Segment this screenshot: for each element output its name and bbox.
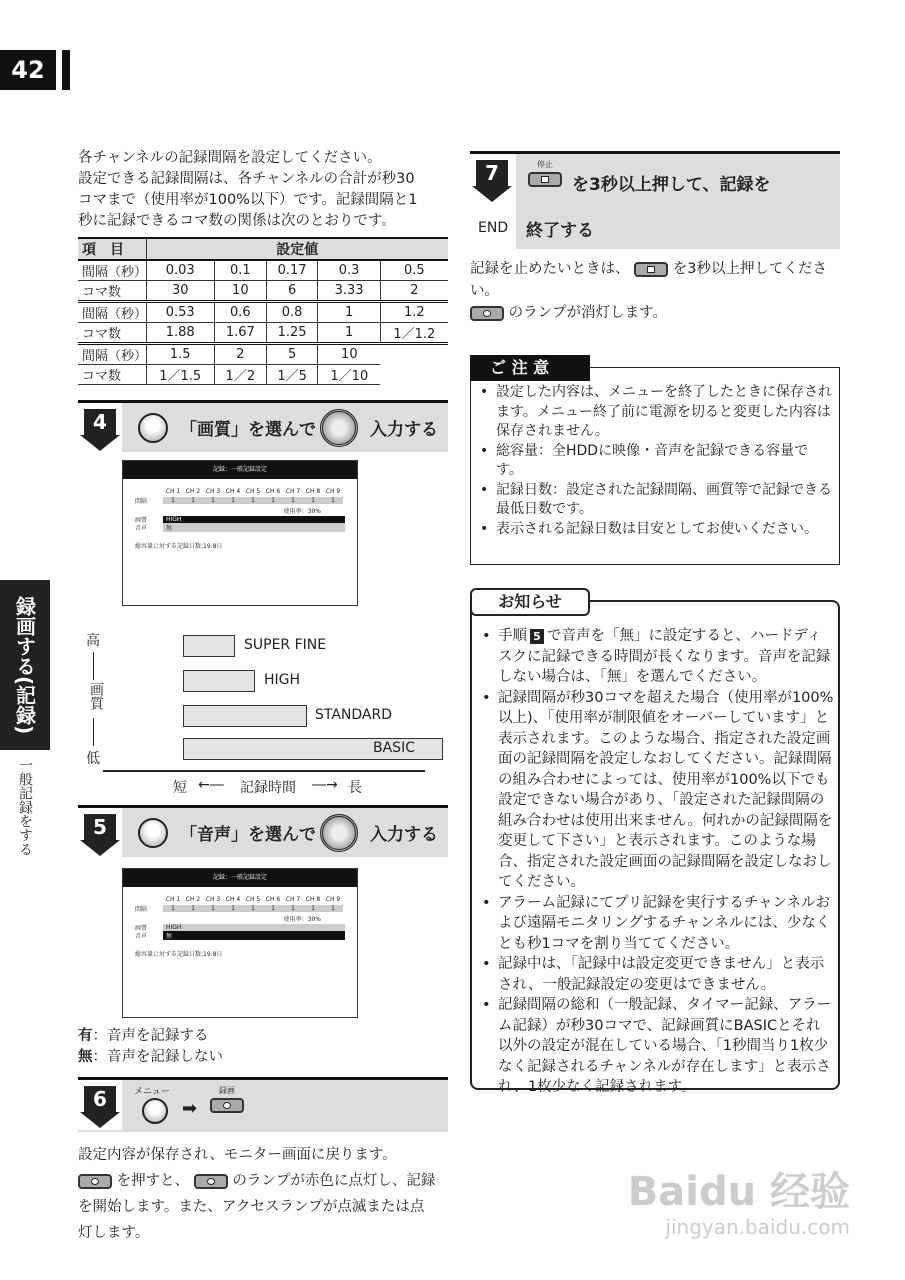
caution-item: • 表示される記録日数は目安としてお使いください。 [474, 520, 834, 540]
notice-item: • 手順 5 で音声を「無」に設定すると、ハードディスクに記録できる時間が長くなります。音声を記録しない場合は、「無」を選んでください。 [476, 626, 834, 688]
level-label: SUPER FINE [244, 637, 327, 653]
bar-super-fine [183, 635, 235, 657]
table-cell: 1 [318, 323, 380, 344]
caution-item: • 記録日数：設定された記録間隔、画質等で記録できる最低日数です。 [474, 481, 834, 520]
header-value: 設定値 [146, 238, 448, 260]
step-7 [470, 151, 840, 249]
axis-time-label: 記録時間 [240, 780, 296, 796]
intro-text [78, 148, 450, 232]
table-cell: 1.5 [146, 344, 214, 365]
rec-button-icon [210, 1098, 244, 1113]
page-number: 42 [0, 50, 56, 90]
notice-box [470, 588, 840, 1095]
usage-rate: 使用率：30% [283, 508, 321, 515]
option-key: 無 [78, 1049, 93, 1065]
notice-title: お知らせ [470, 588, 590, 616]
enter-dial-icon [320, 409, 358, 447]
step-instruction: 「画質」を選んで [180, 420, 316, 440]
notice-item: • 記録間隔が秒30コマを超えた場合（使用率が100%以上)、「使用率が制限値をオーバーしています」と表示されます。このような場合、指定された設定画面の記録間隔を設定しなおしてください。記録間隔の組み合わせによっては、使用率が100%以下でも設定できない場合があり、「設定された記録間隔の組み合わせは使用出来ません。何れかの記録間隔を変更して下さい」と表示されます。このような場合、指定された設定画面の記録間隔を設定しなおしてください。 [476, 688, 834, 893]
level-label: HIGH [264, 672, 301, 688]
channel-headers: CH 1 CH 2 CH 3 CH 4 CH 5 CH 6 CH 7 CH 8 CH 9 [165, 488, 341, 495]
rec-label: 録画 [219, 1086, 235, 1095]
table-cell: 0.8 [266, 302, 318, 323]
table-cell: 0.1 [214, 260, 266, 281]
menu-button-icon [142, 1098, 168, 1124]
caution-list [474, 383, 834, 539]
table-cell: 0.3 [318, 260, 380, 281]
intro-line: 秒に記録できるコマ数の関係は次のとおりです。 [78, 213, 396, 229]
table-cell: 1.2 [380, 302, 448, 323]
audio-label: 音声 [135, 525, 148, 532]
axis-quality-label: 画質 [88, 682, 104, 710]
table-row [78, 302, 448, 323]
table-cell: 6 [266, 281, 318, 302]
enter-dial-icon [320, 814, 358, 852]
table-cell: 0.6 [214, 302, 266, 323]
table-cell: 1／1.2 [380, 323, 448, 344]
step-6 [78, 1077, 448, 1132]
table-row [78, 323, 448, 344]
step-instruction: を3秒以上押して、記録を [572, 175, 771, 195]
intro-line: 設定できる記録間隔は、各チャンネルの合計が秒30 [78, 171, 415, 187]
header-item: 項 目 [78, 238, 146, 260]
interval-table [78, 237, 448, 385]
option-desc: ：音声を記録する [92, 1028, 209, 1044]
jog-dial-icon [138, 413, 168, 443]
step7-text: 記録を止めたいときは、 を3秒以上押してくださ い。 のランプが消灯します。 [470, 261, 827, 321]
table-cell: 1／10 [318, 365, 380, 385]
settings-screen-audio: 記録：一般記録設定 CH 1 CH 2 CH 3 CH 4 CH 5 CH 6 CH 7 CH 8 CH 9 間隔 1 1 1 1 1 1 1 1 1 使用率：30% 画質 HIGH 音声 無 総容量に対する記録日数:19.8日 [122, 868, 358, 1018]
watermark-url: jingyan.baidu.com [665, 1215, 850, 1239]
table-cell: 2 [380, 281, 448, 302]
down-arrow-icon [472, 186, 512, 202]
notice-item: • 記録中は、「記録中は設定変更できません」と表示され、一般記録設定の変更はできません。 [476, 954, 834, 995]
step6-text: 設定内容が保存され、モニター画面に戻ります。 を押すと、 のランプが赤色に点灯し、記録 を開始します。また、アクセスランプが点滅または点 灯します。 [78, 1147, 436, 1241]
row-label: 間隔（秒） [78, 260, 146, 281]
stop-label: 停止 [537, 160, 553, 169]
table-cell: 3.33 [318, 281, 380, 302]
table-cell: 1／5 [266, 365, 318, 385]
table-cell: 1.88 [146, 323, 214, 344]
row-label: コマ数 [78, 281, 146, 302]
step-ref-icon: 5 [530, 629, 544, 644]
rec-button-icon [470, 306, 504, 321]
step-5 [78, 805, 448, 857]
option-desc: ：音声を記録しない [92, 1049, 223, 1065]
row-label: コマ数 [78, 365, 146, 385]
level-label: BASIC [373, 740, 415, 756]
audio-options [78, 1026, 223, 1068]
table-cell: 10 [214, 281, 266, 302]
step-instruction: 「音声」を選んで [180, 825, 316, 845]
axis-arrow-down [93, 718, 94, 746]
caution-box [470, 355, 840, 565]
table-cell [380, 344, 448, 365]
option-key: 有 [78, 1028, 93, 1044]
notice-list [476, 626, 834, 1098]
axis-long: 長 [348, 780, 362, 796]
level-label: STANDARD [315, 707, 393, 723]
recording-days: 総容量に対する記録日数:19.8日 [135, 543, 223, 550]
axis-short: 短 [173, 780, 187, 796]
table-cell: 0.03 [146, 260, 214, 281]
bar-high [183, 670, 255, 692]
chapter-tab: 録画する(記録) [0, 580, 50, 750]
section-tab: 一般記録をする [17, 758, 33, 856]
quality-value: HIGH [163, 516, 345, 523]
audio-value: 無 [163, 523, 345, 532]
stop-button-icon [528, 172, 562, 187]
table-cell: 1 [318, 302, 380, 323]
end-label: END [478, 220, 509, 236]
down-arrow-icon [80, 1112, 120, 1128]
rec-button-icon [194, 1174, 228, 1189]
caution-title: ご 注 意 [470, 355, 590, 381]
axis-high: 高 [86, 633, 100, 649]
page-number-bar [62, 50, 70, 90]
table-cell: 0.53 [146, 302, 214, 323]
interval-label: 間隔 [135, 498, 148, 505]
arrow-right-icon: ➡ [182, 1098, 198, 1119]
bar-standard [183, 705, 307, 727]
step-instruction-end: 入力する [370, 825, 438, 845]
table-cell: 1.67 [214, 323, 266, 344]
axis-arrow-up [93, 652, 94, 680]
table-row [78, 365, 448, 385]
stop-button-icon [634, 262, 668, 277]
menu-label: メニュー [134, 1087, 171, 1097]
intro-line: コマまで（使用率が100%以下）です。記録間隔と1 [78, 192, 418, 208]
step-instruction-end: 入力する [370, 420, 438, 440]
step-number: 7 [476, 160, 508, 186]
x-axis-line [103, 770, 425, 772]
rec-button-icon [78, 1174, 112, 1189]
notice-item: • 記録間隔の総和（一般記録、タイマー記録、アラーム記録）が秒30コマで、記録画質にBASICとそれ以外の設定が混在している場合、「1秒間当り1枚少なく記録されるチャンネルが存在します」と表示され、1枚少なく記録されます。 [476, 995, 834, 1098]
quality-time-diagram: 高 画質 低 SUPER FINE HIGH STANDARD BASIC 短 ←― 記録時間 ―→ 長 [78, 620, 428, 795]
table-cell: 1／2 [214, 365, 266, 385]
step-number: 4 [84, 409, 116, 435]
table-cell: 5 [266, 344, 318, 365]
step-ref-label: 手順 [498, 628, 527, 644]
step-number: 6 [84, 1086, 116, 1112]
table-row [78, 344, 448, 365]
table-cell: 1.25 [266, 323, 318, 344]
step-number: 5 [84, 814, 116, 840]
down-arrow-icon [80, 840, 120, 856]
down-arrow-icon [80, 435, 120, 451]
row-label: 間隔（秒） [78, 344, 146, 365]
row-label: コマ数 [78, 323, 146, 344]
table-cell: 2 [214, 344, 266, 365]
step-instruction: 終了する [526, 221, 594, 241]
step-4 [78, 400, 448, 452]
watermark-logo: Baidu 经验 [627, 1169, 850, 1215]
axis-low: 低 [86, 751, 100, 767]
table-cell: 10 [318, 344, 380, 365]
quality-label: 画質 [135, 517, 148, 524]
table-cell: 0.5 [380, 260, 448, 281]
table-row [78, 281, 448, 302]
screen-title: 記録：一般記録設定 [123, 869, 357, 887]
settings-screen-quality: 記録：一般記録設定 CH 1 CH 2 CH 3 CH 4 CH 5 CH 6 CH 7 CH 8 CH 9 間隔 1 1 1 1 1 1 1 1 1 使用率：30% 画質 HIGH 音声 無 総容量に対する記録日数:19.8日 [122, 460, 358, 606]
table-cell: 1／1.5 [146, 365, 214, 385]
jog-dial-icon [138, 818, 168, 848]
table-row [78, 260, 448, 281]
table-cell [380, 365, 448, 385]
caution-item: • 設定した内容は、メニューを終了したときに保存されます。メニュー終了前に電源を切ると変更した内容は保存されません。 [474, 383, 834, 442]
caution-item: • 総容量：全HDDに映像・音声を記録できる容量です。 [474, 442, 834, 481]
intro-line: 各チャンネルの記録間隔を設定してください。 [78, 150, 382, 166]
notice-item: • アラーム記録にてプリ記録を実行するチャンネルおよび遠隔モニタリングするチャンネルには、少なくとも秒1コマを割り当ててください。 [476, 893, 834, 955]
screen-title: 記録：一般記録設定 [123, 461, 357, 479]
table-cell: 30 [146, 281, 214, 302]
table-cell: 0.17 [266, 260, 318, 281]
row-label: 間隔（秒） [78, 302, 146, 323]
